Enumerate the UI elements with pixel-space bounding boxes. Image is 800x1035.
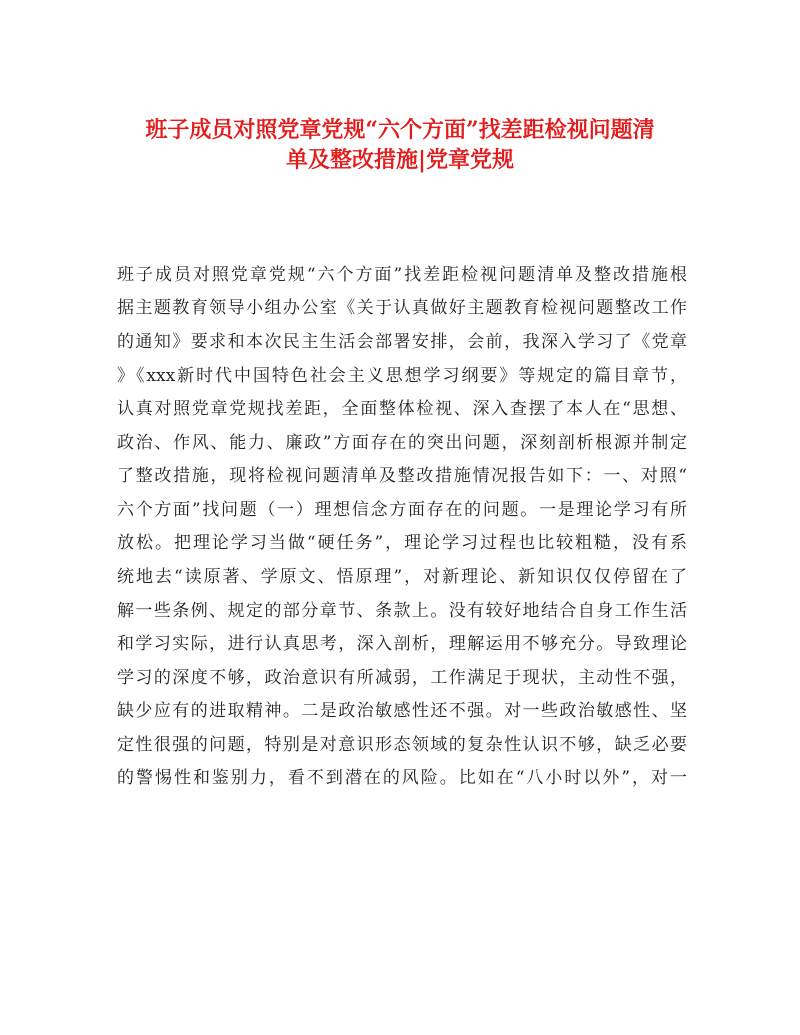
body-line-8: 六个方面”找问题（一）理想信念方面存在的问题。一是理论学习有所 bbox=[117, 500, 687, 520]
body-line-7: 了整改措施，现将检视问题清单及整改措施情况报告如下：一、对照“ bbox=[117, 466, 687, 486]
body-line-10: 统地去“读原著、学原文、悟原理”，对新理论、新知识仅仅停留在了 bbox=[117, 567, 687, 587]
body-line-2: 据主题教育领导小组办公室《关于认真做好主题教育检视问题整改工作 bbox=[117, 298, 687, 318]
body-line-6: 政治、作风、能力、廉政”方面存在的突出问题，深刻剖析根源并制定 bbox=[117, 433, 687, 453]
body-line-13: 学习的深度不够，政治意识有所减弱，工作满足于现状，主动性不强， bbox=[117, 668, 687, 688]
body-line-5: 认真对照党章党规找差距，全面整体检视、深入查摆了本人在“思想、 bbox=[117, 399, 687, 419]
document-title-line-2: 单及整改措施|党章党规 bbox=[285, 147, 514, 173]
body-line-12: 和学习实际，进行认真思考，深入剖析，理解运用不够充分。导致理论 bbox=[117, 634, 687, 654]
body-line-4: 》《xxx新时代中国特色社会主义思想学习纲要》等规定的篇目章节， bbox=[117, 366, 687, 386]
body-line-16: 的警惕性和鉴别力，看不到潜在的风险。比如在“八小时以外”，对一 bbox=[117, 768, 687, 788]
body-line-14: 缺少应有的进取精神。二是政治敏感性还不强。对一些政治敏感性、坚 bbox=[117, 701, 687, 721]
body-line-15: 定性很强的问题，特别是对意识形态领域的复杂性认识不够，缺乏必要 bbox=[117, 735, 687, 755]
body-line-11: 解一些条例、规定的部分章节、条款上。没有较好地结合自身工作生活 bbox=[117, 601, 687, 621]
body-line-9: 放松。把理论学习当做“硬任务”，理论学习过程也比较粗糙，没有系 bbox=[117, 533, 687, 553]
body-line-1: 班子成员对照党章党规“六个方面”找差距检视问题清单及整改措施根 bbox=[117, 265, 687, 285]
body-line-3: 的通知》要求和本次民主生活会部署安排，会前，我深入学习了《党章 bbox=[117, 332, 687, 352]
document-title-line-1: 班子成员对照党章党规“六个方面”找差距检视问题清 bbox=[145, 117, 655, 143]
